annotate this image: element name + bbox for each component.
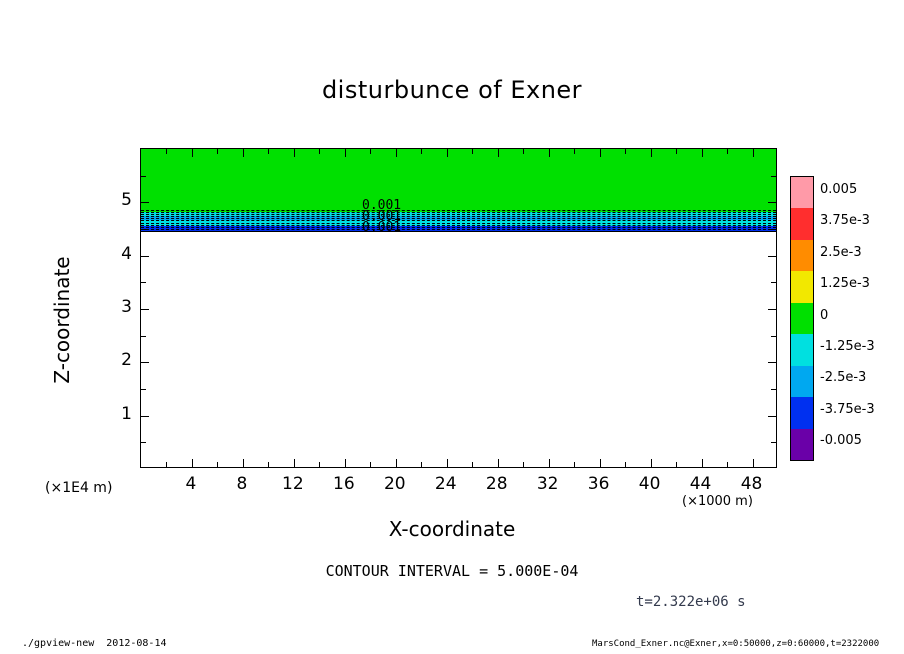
x-tick-label: 24 xyxy=(434,474,457,494)
x-tick-label: 48 xyxy=(740,474,763,494)
x-tick xyxy=(396,459,397,467)
x-tick xyxy=(702,459,703,467)
x-tick xyxy=(702,149,703,157)
x-tick xyxy=(651,149,652,157)
x-tick xyxy=(727,462,728,467)
contour-line xyxy=(141,216,776,217)
y-tick xyxy=(141,442,146,443)
x-tick xyxy=(753,149,754,157)
colorbar-cell xyxy=(791,366,813,397)
y-tick xyxy=(768,202,776,203)
y-tick xyxy=(141,256,149,257)
y-tick xyxy=(141,389,146,390)
x-tick xyxy=(421,149,422,154)
colorbar-cell xyxy=(791,397,813,428)
x-tick xyxy=(243,149,244,157)
x-tick xyxy=(651,459,652,467)
y-tick xyxy=(771,282,776,283)
y-tick xyxy=(141,416,149,417)
y-axis-title: Z-coordinate xyxy=(50,256,74,384)
contour-line xyxy=(141,231,776,232)
colorbar-cell xyxy=(791,240,813,271)
x-tick xyxy=(345,149,346,157)
contour-label: 0.001 xyxy=(362,198,402,213)
colorbar-tick-label: 2.5e-3 xyxy=(820,244,862,260)
y-tick xyxy=(141,202,149,203)
x-tick-label: 12 xyxy=(282,474,304,494)
x-tick-label: 36 xyxy=(587,474,610,494)
x-tick xyxy=(192,459,193,467)
colorbar-tick-label: 0.005 xyxy=(820,181,858,197)
x-tick xyxy=(396,149,397,157)
x-tick xyxy=(472,149,473,154)
contour-line xyxy=(141,220,776,221)
x-tick xyxy=(345,459,346,467)
x-tick xyxy=(243,459,244,467)
y-tick xyxy=(141,282,146,283)
x-tick xyxy=(217,462,218,467)
x-tick xyxy=(370,462,371,467)
y-tick-label: 3 xyxy=(121,297,132,317)
y-tick xyxy=(768,416,776,417)
contour-line xyxy=(141,225,776,226)
contour-line xyxy=(141,218,776,219)
contour-interval-label: CONTOUR INTERVAL = 5.000E-04 xyxy=(325,562,579,580)
x-tick xyxy=(370,149,371,154)
x-tick xyxy=(498,149,499,157)
contour-line xyxy=(141,227,776,228)
x-tick xyxy=(319,462,320,467)
y-tick xyxy=(768,256,776,257)
colorbar-tick-label: -0.005 xyxy=(820,433,862,449)
x-tick xyxy=(447,459,448,467)
y-tick xyxy=(771,176,776,177)
colorbar-cell xyxy=(791,334,813,365)
footer-right: MarsCond_Exner.nc@Exner,x=0:50000,z=0:60000,t=2322000 xyxy=(592,639,880,649)
colorbar xyxy=(790,176,814,461)
contour-line xyxy=(141,212,776,213)
colorbar-tick-label: -1.25e-3 xyxy=(820,338,875,354)
x-tick-label: 40 xyxy=(638,474,661,494)
x-tick xyxy=(319,149,320,154)
y-tick-label: 4 xyxy=(121,243,132,264)
x-tick-label: 20 xyxy=(383,474,406,494)
x-tick xyxy=(472,462,473,467)
x-axis-units: (×1000 m) xyxy=(682,494,753,509)
colorbar-tick-label: 3.75e-3 xyxy=(820,213,870,229)
x-tick xyxy=(166,149,167,154)
contour-band xyxy=(141,149,776,212)
y-tick xyxy=(768,309,776,310)
time-label: t=2.322e+06 s xyxy=(636,594,746,610)
x-tick xyxy=(217,149,218,154)
y-tick xyxy=(771,229,776,230)
x-tick xyxy=(192,149,193,157)
colorbar-tick-label: -3.75e-3 xyxy=(820,401,875,417)
x-tick xyxy=(498,459,499,467)
x-tick xyxy=(574,462,575,467)
y-axis-units: (×1E4 m) xyxy=(45,480,113,496)
y-tick xyxy=(141,309,149,310)
colorbar-cell xyxy=(791,271,813,302)
x-tick xyxy=(268,462,269,467)
x-tick-label: 4 xyxy=(185,474,197,494)
x-tick xyxy=(600,149,601,157)
x-tick xyxy=(574,149,575,154)
x-tick xyxy=(294,459,295,467)
y-tick xyxy=(141,336,146,337)
contour-line xyxy=(141,214,776,215)
y-tick xyxy=(771,442,776,443)
x-tick xyxy=(676,149,677,154)
colorbar-tick-label: -2.5e-3 xyxy=(820,370,867,386)
x-tick xyxy=(523,149,524,154)
x-tick xyxy=(549,149,550,157)
plot-area xyxy=(140,148,777,468)
x-tick-label: 44 xyxy=(689,474,712,494)
y-tick xyxy=(771,336,776,337)
x-tick xyxy=(523,462,524,467)
x-tick xyxy=(727,149,728,154)
contour-label: 0.001 xyxy=(362,209,402,224)
x-tick xyxy=(625,149,626,154)
x-tick xyxy=(294,149,295,157)
x-axis-title: X-coordinate xyxy=(388,517,516,541)
colorbar-tick-label: 0 xyxy=(820,307,829,323)
colorbar-cell xyxy=(791,177,813,208)
x-tick xyxy=(421,462,422,467)
x-tick xyxy=(676,462,677,467)
contour-label: 0.001 xyxy=(362,220,402,235)
y-tick xyxy=(141,176,146,177)
colorbar-cell xyxy=(791,303,813,334)
contour-line xyxy=(141,223,776,224)
contour-line xyxy=(141,210,776,211)
colorbar-cell xyxy=(791,208,813,239)
y-tick xyxy=(768,362,776,363)
colorbar-cell xyxy=(791,429,813,460)
x-tick xyxy=(625,462,626,467)
x-tick xyxy=(166,462,167,467)
x-tick xyxy=(268,149,269,154)
y-tick xyxy=(141,229,146,230)
y-tick-label: 5 xyxy=(121,190,132,211)
x-tick-label: 32 xyxy=(536,474,559,494)
page-title: disturbunce of Exner xyxy=(321,76,583,104)
footer-left: ./gpview-new 2012-08-14 xyxy=(22,638,167,649)
y-tick-label: 2 xyxy=(121,350,132,371)
x-tick-label: 28 xyxy=(485,474,508,494)
y-tick xyxy=(771,389,776,390)
x-tick xyxy=(753,459,754,467)
x-tick xyxy=(447,149,448,157)
x-tick xyxy=(549,459,550,467)
y-tick-label: 1 xyxy=(121,403,132,424)
colorbar-tick-label: 1.25e-3 xyxy=(820,276,870,292)
x-tick-label: 16 xyxy=(333,474,355,494)
x-tick xyxy=(600,459,601,467)
x-tick-label: 8 xyxy=(236,474,248,494)
contour-line xyxy=(141,229,776,230)
y-tick xyxy=(141,362,149,363)
